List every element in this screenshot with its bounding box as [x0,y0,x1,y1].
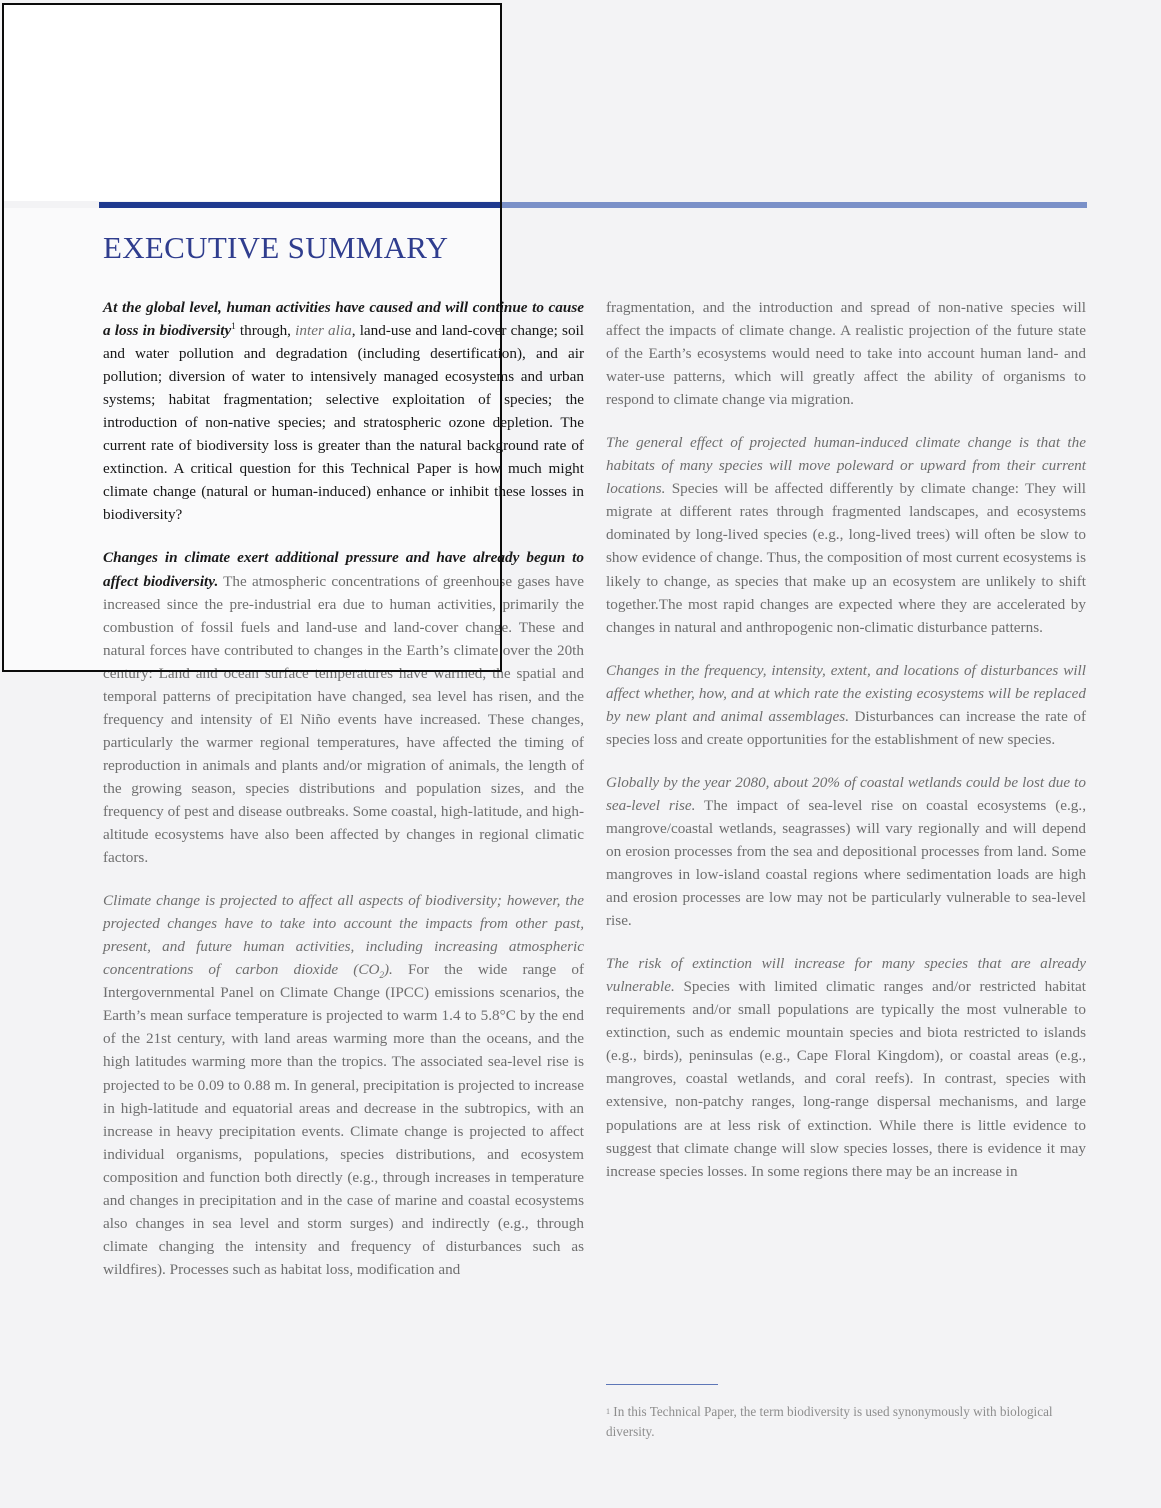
footnote-text: In this Technical Paper, the term biodiversity is used synonymously with biological diversity. [606,1404,1053,1439]
footnote-mark: 1 [606,1407,610,1416]
paragraph-lead: At the global level, human activities have caused and will continue to cause a loss in biodiversity [103,299,584,340]
paragraph [606,952,1086,1182]
paragraph [606,659,1086,751]
footnote-separator [606,1384,718,1385]
subscript: 2 [379,970,384,981]
latin-phrase: inter alia [295,322,352,340]
paragraph [606,771,1086,932]
paragraph [103,889,584,1281]
paragraph-body: through, [235,322,296,340]
selection-box [2,3,502,672]
footnote-ref[interactable]: 1 [231,320,236,331]
paragraph-body: Species will be affected differently by climate change: They will migrate at different rates through fragmented landscapes, and ecosystems dominated by long-lived species (e.g., long-lived trees) will often be slow to show evidence of change. Thus, the composition of most current ecosystems is likely to change, as species that make up an ecosystem are unlikely to shift together.The most rapid changes are expected where they are accelerated by changes in natural and anthropogenic non-climatic disturbance patterns. [606,480,1086,636]
right-column [606,296,1086,1203]
paragraph [606,431,1086,638]
paragraph-body: Species with limited climatic ranges and/or restricted habitat requirements and/or small populations are typically the most vulnerable to extinction, such as endemic mountain species and biota restricted to islands (e.g., birds), peninsulas (e.g., Cape Floral Kingdom), or coastal areas (e.g., mangroves, coastal wetlands, and coral reefs). In contrast, species with extensive, non-patchy ranges, long-range dispersal mechanisms, and large populations are at less risk of extinction. While there is little evidence to suggest that climate change will slow species losses, there is evidence it may increase species losses. In some regions there may be an increase in [606,978,1086,1180]
paragraph-lead: Changes in the frequency, intensity, extent, and locations of disturbances will affect whether, how, and at which rate the existing ecosystems will be replaced by new plant and animal assemblages. [606,661,1086,725]
paragraph-body: , land-use and land-cover change; soil and water pollution and degradation (including desertification), and air pollution; diversion of water to intensively managed ecosystems and urban systems; habitat fragmentation; selective exploitation of species; the introduction of non-native species; and stratospheric ozone depletion. The current rate of biodiversity loss is greater than the natural background rate of extinction. A critical question for this Technical Paper is how much might climate change (natural or human-induced) enhance or inhibit these losses in biodiversity? [103,322,584,524]
paragraph-body: The atmospheric concentrations of greenhouse gases have increased since the pre-industrial era due to human activities, primarily the combustion of fossil fuels and land-use and land-cover change. These and natural forces have contributed to changes in the Earth’s climate over the 20th century: Land and ocean surface temperatures have warmed, the spatial and temporal patterns of precipitation have changed, sea level has risen, and the frequency and intensity of El Niño events have increased. These changes, particularly the warmer regional temperatures, have affected the timing of reproduction in animals and plants and/or migration of animals, the length of the growing season, species distributions and population sizes, and the frequency of pest and disease outbreaks. Some coastal, high-latitude, and high-altitude ecosystems have also been affected by changes in regional climatic factors. [103,572,584,867]
paragraph-lead: Globally by the year 2080, about 20% of coastal wetlands could be lost due to sea-level rise. [606,773,1086,814]
paragraph-body: Disturbances can increase the rate of species loss and create opportunities for the establishment of new species. [606,707,1086,748]
paragraph-lead-end: ). [383,961,393,979]
paragraph-lead: The general effect of projected human-induced climate change is that the habitats of many species will move poleward or upward from their current locations. [606,434,1086,498]
page-title: EXECUTIVE SUMMARY [103,230,449,265]
paragraph-lead: The risk of extinction will increase for many species that are already vulnerable. [606,955,1086,996]
paragraph-body: The impact of sea-level rise on coastal ecosystems (e.g., mangrove/coastal wetlands, seagrasses) will vary regionally and will depend on erosion processes from the sea and depositional processes from land. Some mangroves in low-island coastal regions where sedimentation loads are high and erosion processes are low may not be particularly vulnerable to sea-level rise. [606,796,1086,930]
paragraph-lead: Changes in climate exert additional pressure and have already begun to affect biodiversity. [103,549,584,590]
paragraph [606,296,1086,411]
paragraph-lead: Climate change is projected to affect all aspects of biodiversity; however, the projected changes have to take into account the impacts from other past, present, and future human activities, including increasing atmospheric concentrations of carbon dioxide (CO [103,892,584,979]
header-rule-light [502,202,1087,208]
footnote [606,1402,1086,1442]
paragraph-body: fragmentation, and the introduction and spread of non-native species will affect the impacts of climate change. A realistic projection of the future state of the Earth’s ecosystems would need to take into account human land- and water-use patterns, which will greatly affect the ability of organisms to respond to climate change via migration. [606,299,1086,409]
paragraph-body: For the wide range of Intergovernmental Panel on Climate Change (IPCC) emissions scenarios, the Earth’s mean surface temperature is projected to warm 1.4 to 5.8°C by the end of the 21st century, with land areas warming more than the oceans, and the high latitudes warming more than the tropics. The associated sea-level rise is projected to be 0.09 to 0.88 m. In general, precipitation is projected to increase in high-latitude and equatorial areas and decrease in the subtropics, with an increase in heavy precipitation events. Climate change is projected to affect individual organisms, populations, species distributions, and ecosystem composition and function both directly (e.g., through increases in temperature and changes in precipitation and in the case of marine and coastal ecosystems also changes in sea level and storm surges) and indirectly (e.g., through climate changing the intensity and frequency of disturbances such as wildfires). Processes such as habitat loss, modification and [103,961,584,1278]
